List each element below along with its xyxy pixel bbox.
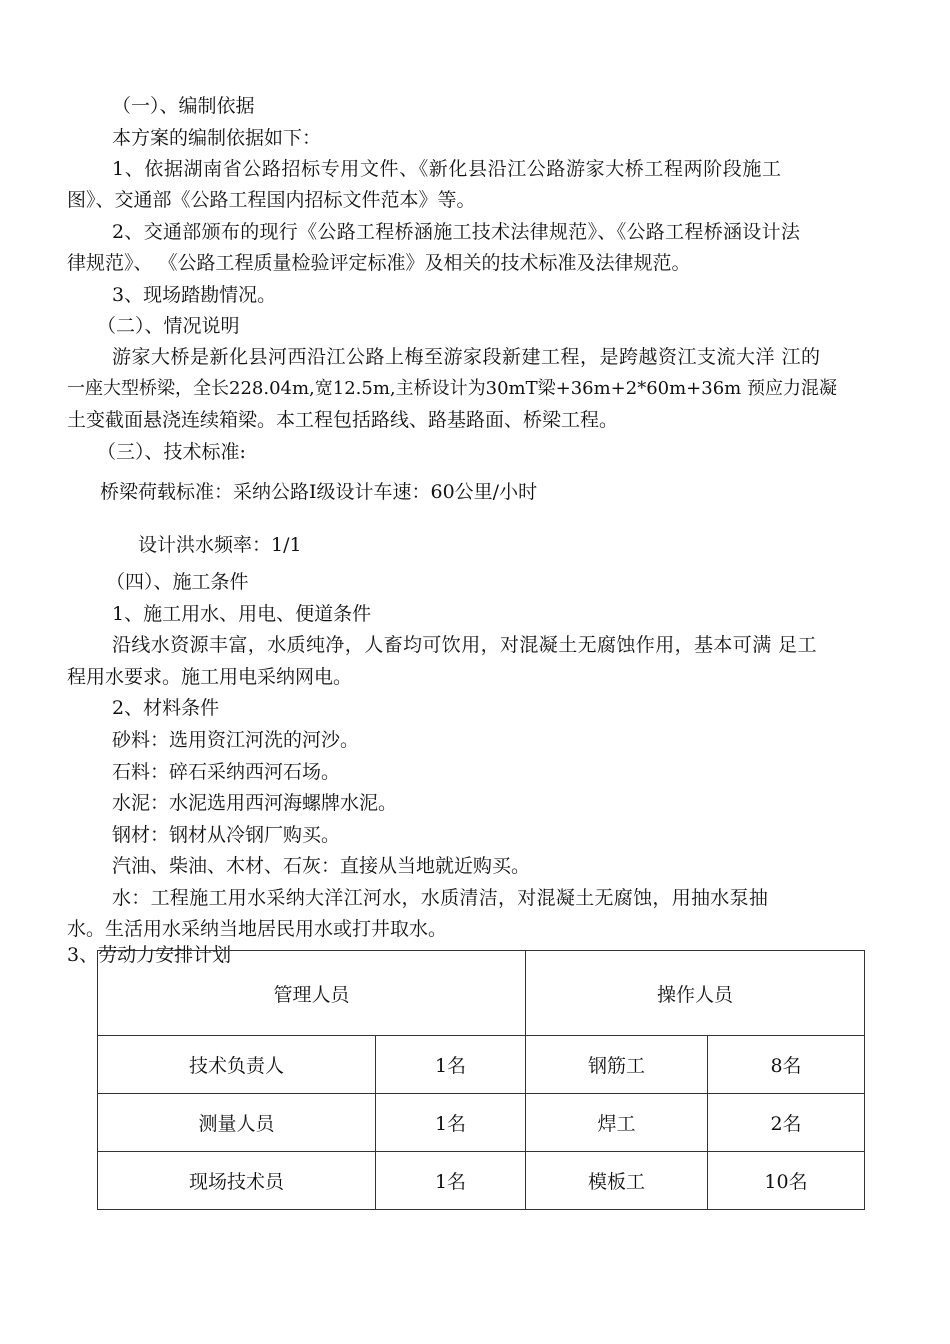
paragraph-line: 水。生活用水采纳当地居民用水或打井取水。 [67,918,448,940]
table-cell: 焊工 [526,1094,708,1152]
header-operations: 操作人员 [526,951,865,1036]
paragraph-line: 砂料：选用资江河洗的河沙。 [112,729,360,751]
paragraph-line: 本方案的编制依据如下： [112,127,322,149]
table-cell: 8名 [708,1036,865,1094]
paragraph-line: 汽油、柴油、木材、石灰：直接从当地就近购买。 [112,855,531,877]
table-cell: 10名 [708,1152,865,1210]
paragraph-line: 土变截面悬浇连续箱梁。本工程包括路线、路基路面、桥梁工程。 [67,409,619,431]
paragraph-line: 沿线水资源丰富，水质纯净，人畜均可饮用，对混凝土无腐蚀作用，基本可满 足工 [112,634,817,656]
table-cell: 1名 [376,1036,526,1094]
paragraph-line: 水泥：水泥选用西河海螺牌水泥。 [112,792,398,814]
paragraph-line: 游家大桥是新化县河西沿江公路上梅至游家段新建工程，是跨越资江支流大洋 江的 [112,346,821,368]
paragraph-line: 桥梁荷载标准：采纳公路Ⅰ级设计车速：60公里/小时 [100,481,538,503]
labor-plan-table [97,950,865,1210]
table-header-row [98,951,865,1036]
paragraph-line: 图》、交通部《公路工程国内招标文件范本》等。 [67,189,476,211]
table-cell: 测量人员 [98,1094,376,1152]
table-row [98,1036,865,1094]
table-row [98,1094,865,1152]
paragraph-line: 程用水要求。施工用电采纳网电。 [67,666,353,688]
paragraph-line: 钢材：钢材从冷钢厂购买。 [112,824,341,846]
section-heading: 3、劳动力安排计划 [67,944,232,966]
section-heading: （二）、情况说明 [97,315,240,337]
paragraph-line: 一座大型桥梁，全长228.04m,宽12.5m,主桥设计为30mT梁+36m+2*60m+36m 预应力混凝 [67,378,837,399]
table-cell: 模板工 [526,1152,708,1210]
paragraph-line: 2、交通部颁布的现行《公路工程桥涵施工技术法律规范》、《公路工程桥涵设计法 [112,221,801,243]
paragraph-line: 3、现场踏勘情况。 [112,284,277,306]
paragraph-line: 设计洪水频率：1/1 [138,534,302,556]
section-heading: （四）、施工条件 [106,571,249,593]
paragraph-line: 1、依据湖南省公路招标专用文件、《新化县沿江公路游家大桥工程两阶段施工 [112,158,782,180]
paragraph-line: 律规范》、 《公路工程质量检验评定标准》及相关的技术标准及法律规范。 [67,252,691,274]
table-cell: 技术负责人 [98,1036,376,1094]
table-row [98,1152,865,1210]
paragraph-line: 水：工程施工用水采纳大洋江河水，水质清洁，对混凝土无腐蚀，用抽水泵抽 [112,887,769,909]
table-cell: 2名 [708,1094,865,1152]
paragraph-line: 2、材料条件 [112,697,220,719]
table-cell: 现场技术员 [98,1152,376,1210]
section-heading: （一）、编制依据 [112,95,255,117]
paragraph-line: 石料：碎石采纳西河石场。 [112,761,341,783]
section-heading: （三）、技术标准: [97,441,246,463]
paragraph-line: 1、施工用水、用电、便道条件 [112,603,372,625]
header-management: 管理人员 [98,951,526,1036]
table-cell: 钢筋工 [526,1036,708,1094]
table-cell: 1名 [376,1094,526,1152]
table-cell: 1名 [376,1152,526,1210]
